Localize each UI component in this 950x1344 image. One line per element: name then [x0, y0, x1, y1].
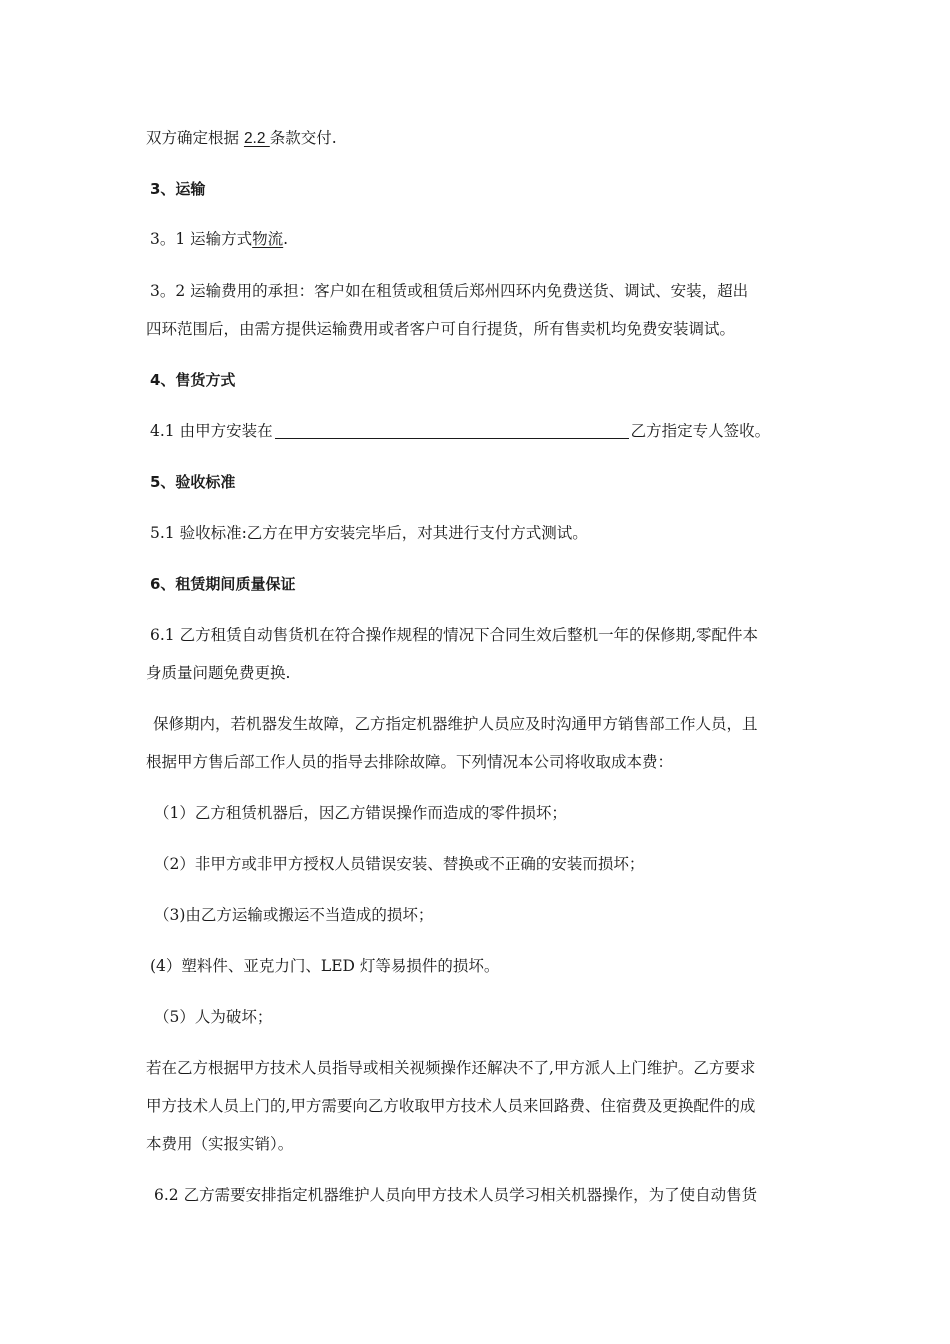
transport-method-end: . [283, 230, 289, 248]
transport-method-paragraph [150, 222, 815, 256]
delivery-clause-paragraph [146, 121, 811, 156]
transport-cost-line-2: 四环范围后，由需方提供运输费用或者客户可自行提货，所有售卖机均免费安装调试。 [146, 320, 736, 338]
list-item: （2）非甲方或非甲方授权人员错误安装、替换或不正确的安装而损坏； [154, 855, 645, 873]
list-item: （5）人为破坏； [154, 1008, 273, 1026]
section-heading-transport: 3、运输 [150, 180, 206, 198]
section-heading-warranty: 6、租赁期间质量保证 [150, 575, 296, 593]
onsite-repair-line-3: 本费用（实报实销）。 [146, 1135, 294, 1153]
delivery-text-end: 条款交付. [269, 129, 337, 147]
warranty-period-line-2: 根据甲方售后部工作人员的指导去排除故障。下列情况本公司将收取成本费： [146, 753, 674, 771]
delivery-text: 双方确定根据 [146, 129, 244, 147]
clause-reference: 2.2 [243, 130, 270, 147]
transport-method-label: 3。1 运输方式 [150, 230, 253, 248]
list-item: (4）塑料件、亚克力门、LED 灯等易损件的损坏。 [150, 957, 500, 975]
acceptance-standard-paragraph: 5.1 验收标准:乙方在甲方安装完毕后，对其进行支付方式测试。 [150, 524, 588, 542]
transport-method-value: 物流 [252, 230, 284, 248]
list-item: （3)由乙方运输或搬运不当造成的损坏； [154, 906, 434, 924]
training-paragraph: 6.2 乙方需要安排指定机器维护人员向甲方技术人员学习相关机器操作，为了使自动售货 [154, 1186, 758, 1204]
onsite-repair-line-2: 甲方技术人员上门的,甲方需要向乙方收取甲方技术人员来回路费、住宿费及更换配件的成 [146, 1097, 756, 1115]
transport-cost-line-1: 3。2 运输费用的承担：客户如在租赁或租赁后郑州四环内免费送货、调试、安装，超出 [150, 282, 749, 300]
onsite-repair-line-1: 若在乙方根据甲方技术人员指导或相关视频操作还解决不了,甲方派人上门维护。乙方要求 [146, 1059, 756, 1077]
install-location-paragraph [150, 414, 815, 448]
install-location-end: 乙方指定专人签收。 [630, 422, 771, 440]
install-location-label: 4.1 由甲方安装在 [150, 422, 273, 440]
list-item: （1）乙方租赁机器后，因乙方错误操作而造成的零件损坏； [154, 804, 567, 822]
install-location-blank [275, 420, 629, 439]
section-heading-sales: 4、售货方式 [150, 371, 236, 389]
warranty-line-1: 6.1 乙方租赁自动售货机在符合操作规程的情况下合同生效后整机一年的保修期,零配件本 [150, 626, 759, 644]
warranty-period-line-1: 保修期内，若机器发生故障，乙方指定机器维护人员应及时沟通甲方销售部工作人员，且 [153, 715, 758, 733]
warranty-line-2: 身质量问题免费更换. [146, 664, 291, 682]
section-heading-acceptance: 5、验收标准 [150, 473, 236, 491]
